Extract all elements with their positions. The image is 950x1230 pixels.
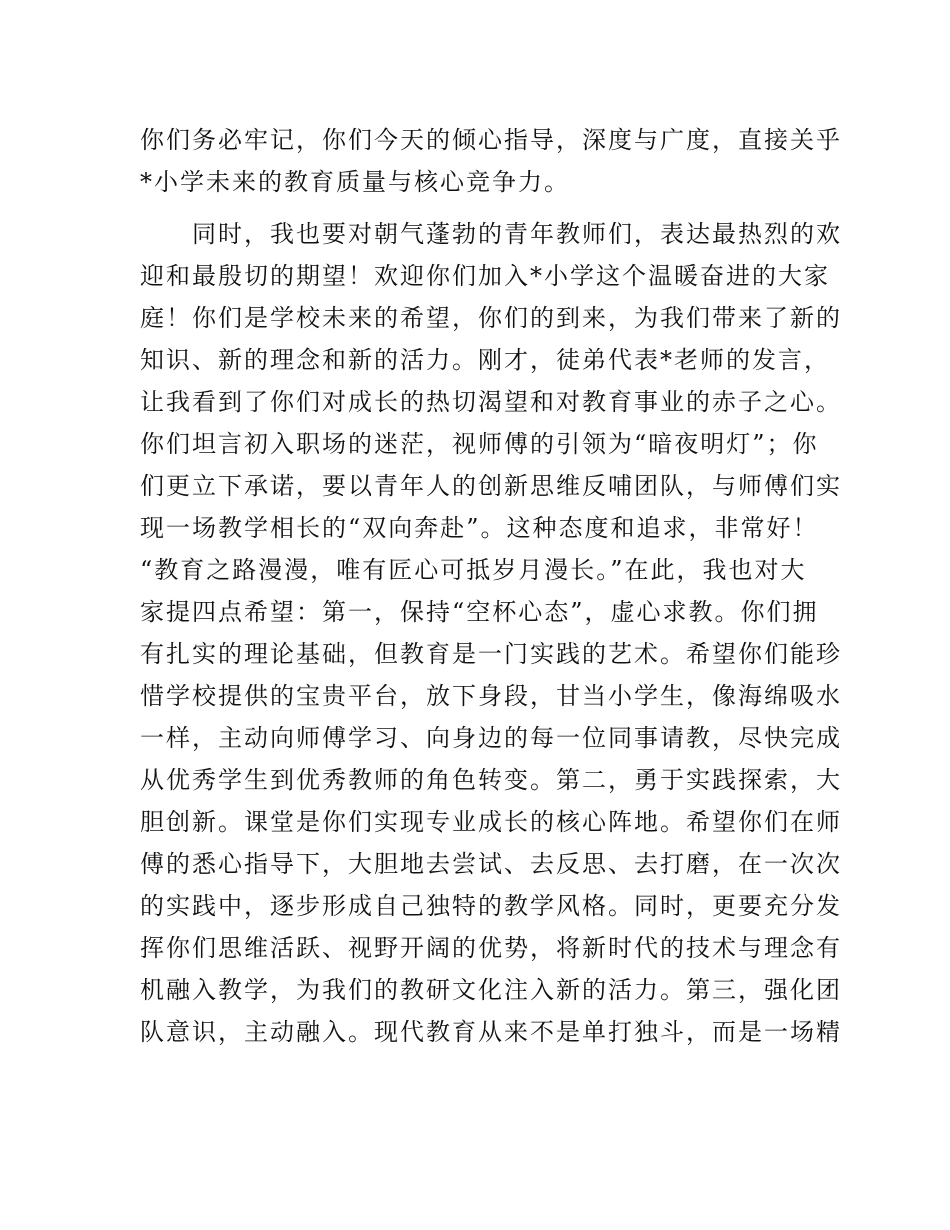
text-line: 惜学校提供的宝贵平台，放下身段，甘当小学生，像海绵吸水 — [140, 682, 842, 710]
paragraph-first-line: 同时，我也要对朝气蓬勃的青年教师们，表达最热烈的欢 — [192, 220, 842, 248]
text-line: 你们坦言初入职场的迷茫，视师傅的引领为“暗夜明灯”；你 — [140, 430, 819, 458]
text-line: 一样，主动向师傅学习、向身边的每一位同事请教，尽快完成 — [140, 724, 842, 752]
text-line: “教育之路漫漫，唯有匠心可抵岁月漫长。”在此，我也对大 — [140, 556, 807, 584]
text-line: 家提四点希望：第一，保持“空杯心态”，虚心求教。你们拥 — [140, 598, 819, 626]
text-line: 挥你们思维活跃、视野开阔的优势，将新时代的技术与理念有 — [140, 934, 842, 962]
text-line: 庭！你们是学校未来的希望，你们的到来，为我们带来了新的 — [140, 304, 842, 332]
paragraph-gap — [140, 203, 830, 213]
body-text — [140, 119, 842, 1053]
text-line: 你们务必牢记，你们今天的倾心指导，深度与广度，直接关乎 — [140, 126, 842, 154]
text-line: 有扎实的理论基础，但教育是一门实践的艺术。希望你们能珍 — [140, 640, 842, 668]
text-line: 队意识，主动融入。现代教育从来不是单打独斗，而是一场精 — [140, 1018, 842, 1046]
text-line: 让我看到了你们对成长的热切渴望和对教育事业的赤子之心。 — [140, 388, 842, 416]
text-line: 从优秀学生到优秀教师的角色转变。第二，勇于实践探索，大 — [140, 766, 842, 794]
text-line: 机融入教学，为我们的教研文化注入新的活力。第三，强化团 — [140, 976, 842, 1004]
text-line: 的实践中，逐步形成自己独特的教学风格。同时，更要充分发 — [140, 892, 842, 920]
text-line: 胆创新。课堂是你们实现专业成长的核心阵地。希望你们在师 — [140, 808, 842, 836]
text-line: 们更立下承诺，要以青年人的创新思维反哺团队，与师傅们实 — [140, 472, 842, 500]
text-line: 现一场教学相长的“双向奔赴”。这种态度和追求，非常好！ — [140, 514, 819, 542]
text-line: *小学未来的教育质量与核心竞争力。 — [140, 168, 570, 196]
text-line: 迎和最殷切的期望！欢迎你们加入*小学这个温暖奋进的大家 — [140, 262, 830, 290]
text-line: 傅的悉心指导下，大胆地去尝试、去反思、去打磨，在一次次 — [140, 850, 842, 878]
text-line: 知识、新的理念和新的活力。刚才，徒弟代表*老师的发言， — [140, 346, 830, 374]
